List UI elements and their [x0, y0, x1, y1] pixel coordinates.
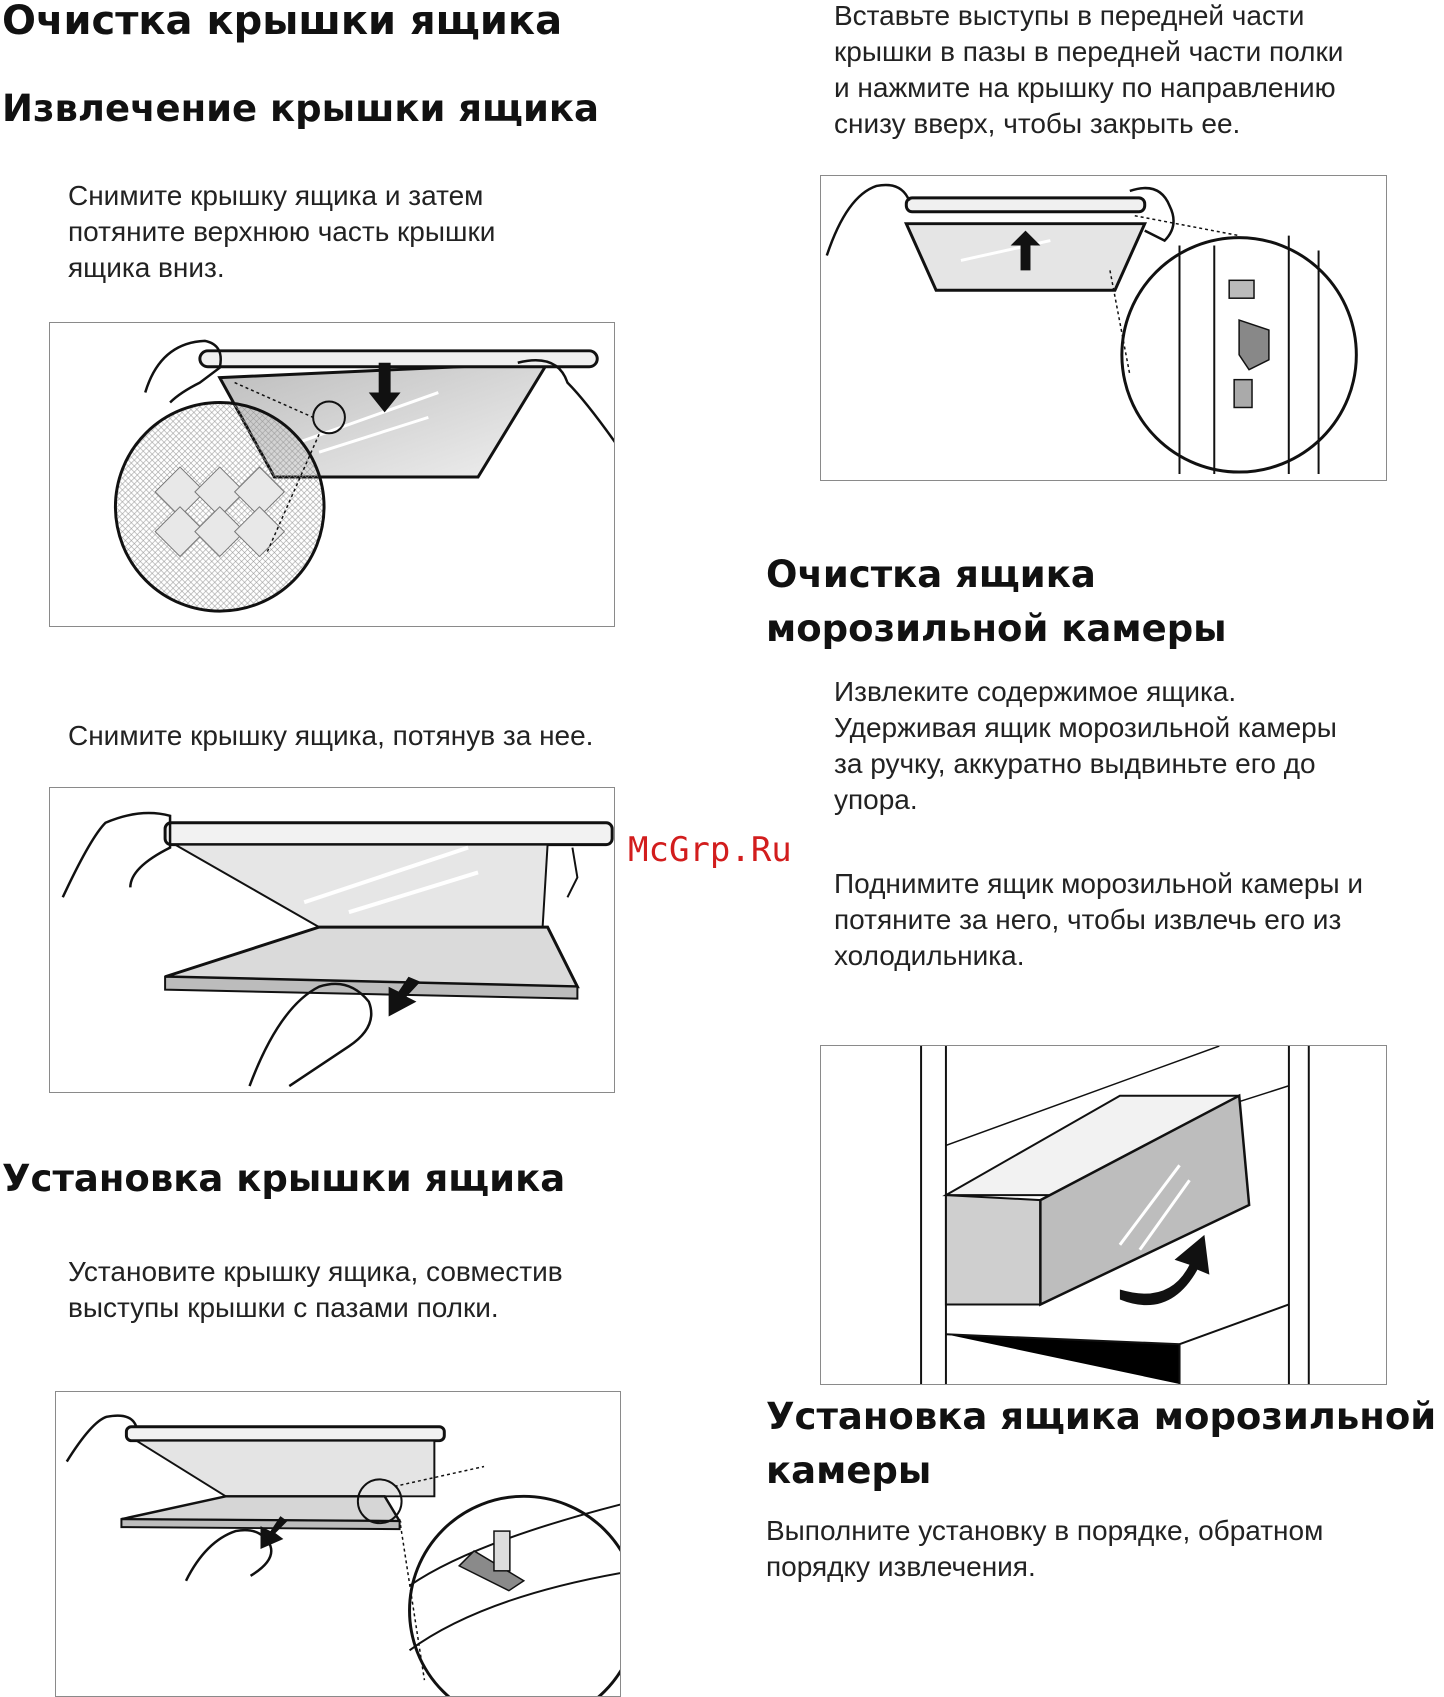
- lid-close-illustration: [821, 176, 1386, 480]
- freezer-clean-heading: Очистка ящика морозильной камеры: [766, 553, 1227, 650]
- removal-step1: Снимите крышку ящика и затем потяните верхнюю часть крышки ящика вниз.: [68, 180, 496, 283]
- removal-heading: Извлечение крышки ящика: [2, 87, 599, 130]
- removal-step2: Снимите крышку ящика, потянув за нее.: [68, 720, 594, 751]
- page-title: Очистка крышки ящика: [2, 0, 563, 44]
- install-lid-heading: Установка крышки ящика: [2, 1157, 566, 1200]
- figure-lid-close: [820, 175, 1387, 481]
- lid-pull-out-illustration: [50, 788, 614, 1092]
- lid-pull-down-illustration: [50, 323, 614, 626]
- lid-install-illustration: [56, 1392, 620, 1696]
- figure-freezer-drawer: [820, 1045, 1387, 1385]
- figure-lid-pull-down: [49, 322, 615, 627]
- freezer-clean-para1: Извлеките содержимое ящика. Удерживая ящик морозильной камеры за ручку, аккуратно выдвиньте его до упора.: [834, 676, 1337, 815]
- watermark: McGrp.Ru: [628, 830, 792, 870]
- figure-lid-pull-out: [49, 787, 615, 1093]
- freezer-install-para: Выполните установку в порядке, обратном порядку извлечения.: [766, 1515, 1324, 1582]
- freezer-drawer-illustration: [821, 1046, 1386, 1384]
- install-lid-step: Установите крышку ящика, совместив выступы крышки с пазами полки.: [68, 1256, 563, 1323]
- freezer-install-heading: Установка ящика морозильной камеры: [766, 1395, 1437, 1492]
- lid-close-instruction: Вставьте выступы в передней части крышки в пазы в передней части полки и нажмите на крышку по направлению снизу вверх, чтобы закрыть ее.: [834, 0, 1344, 139]
- freezer-clean-para2: Поднимите ящик морозильной камеры и потяните за него, чтобы извлечь его из холодильника.: [834, 868, 1364, 971]
- figure-lid-install: [55, 1391, 621, 1697]
